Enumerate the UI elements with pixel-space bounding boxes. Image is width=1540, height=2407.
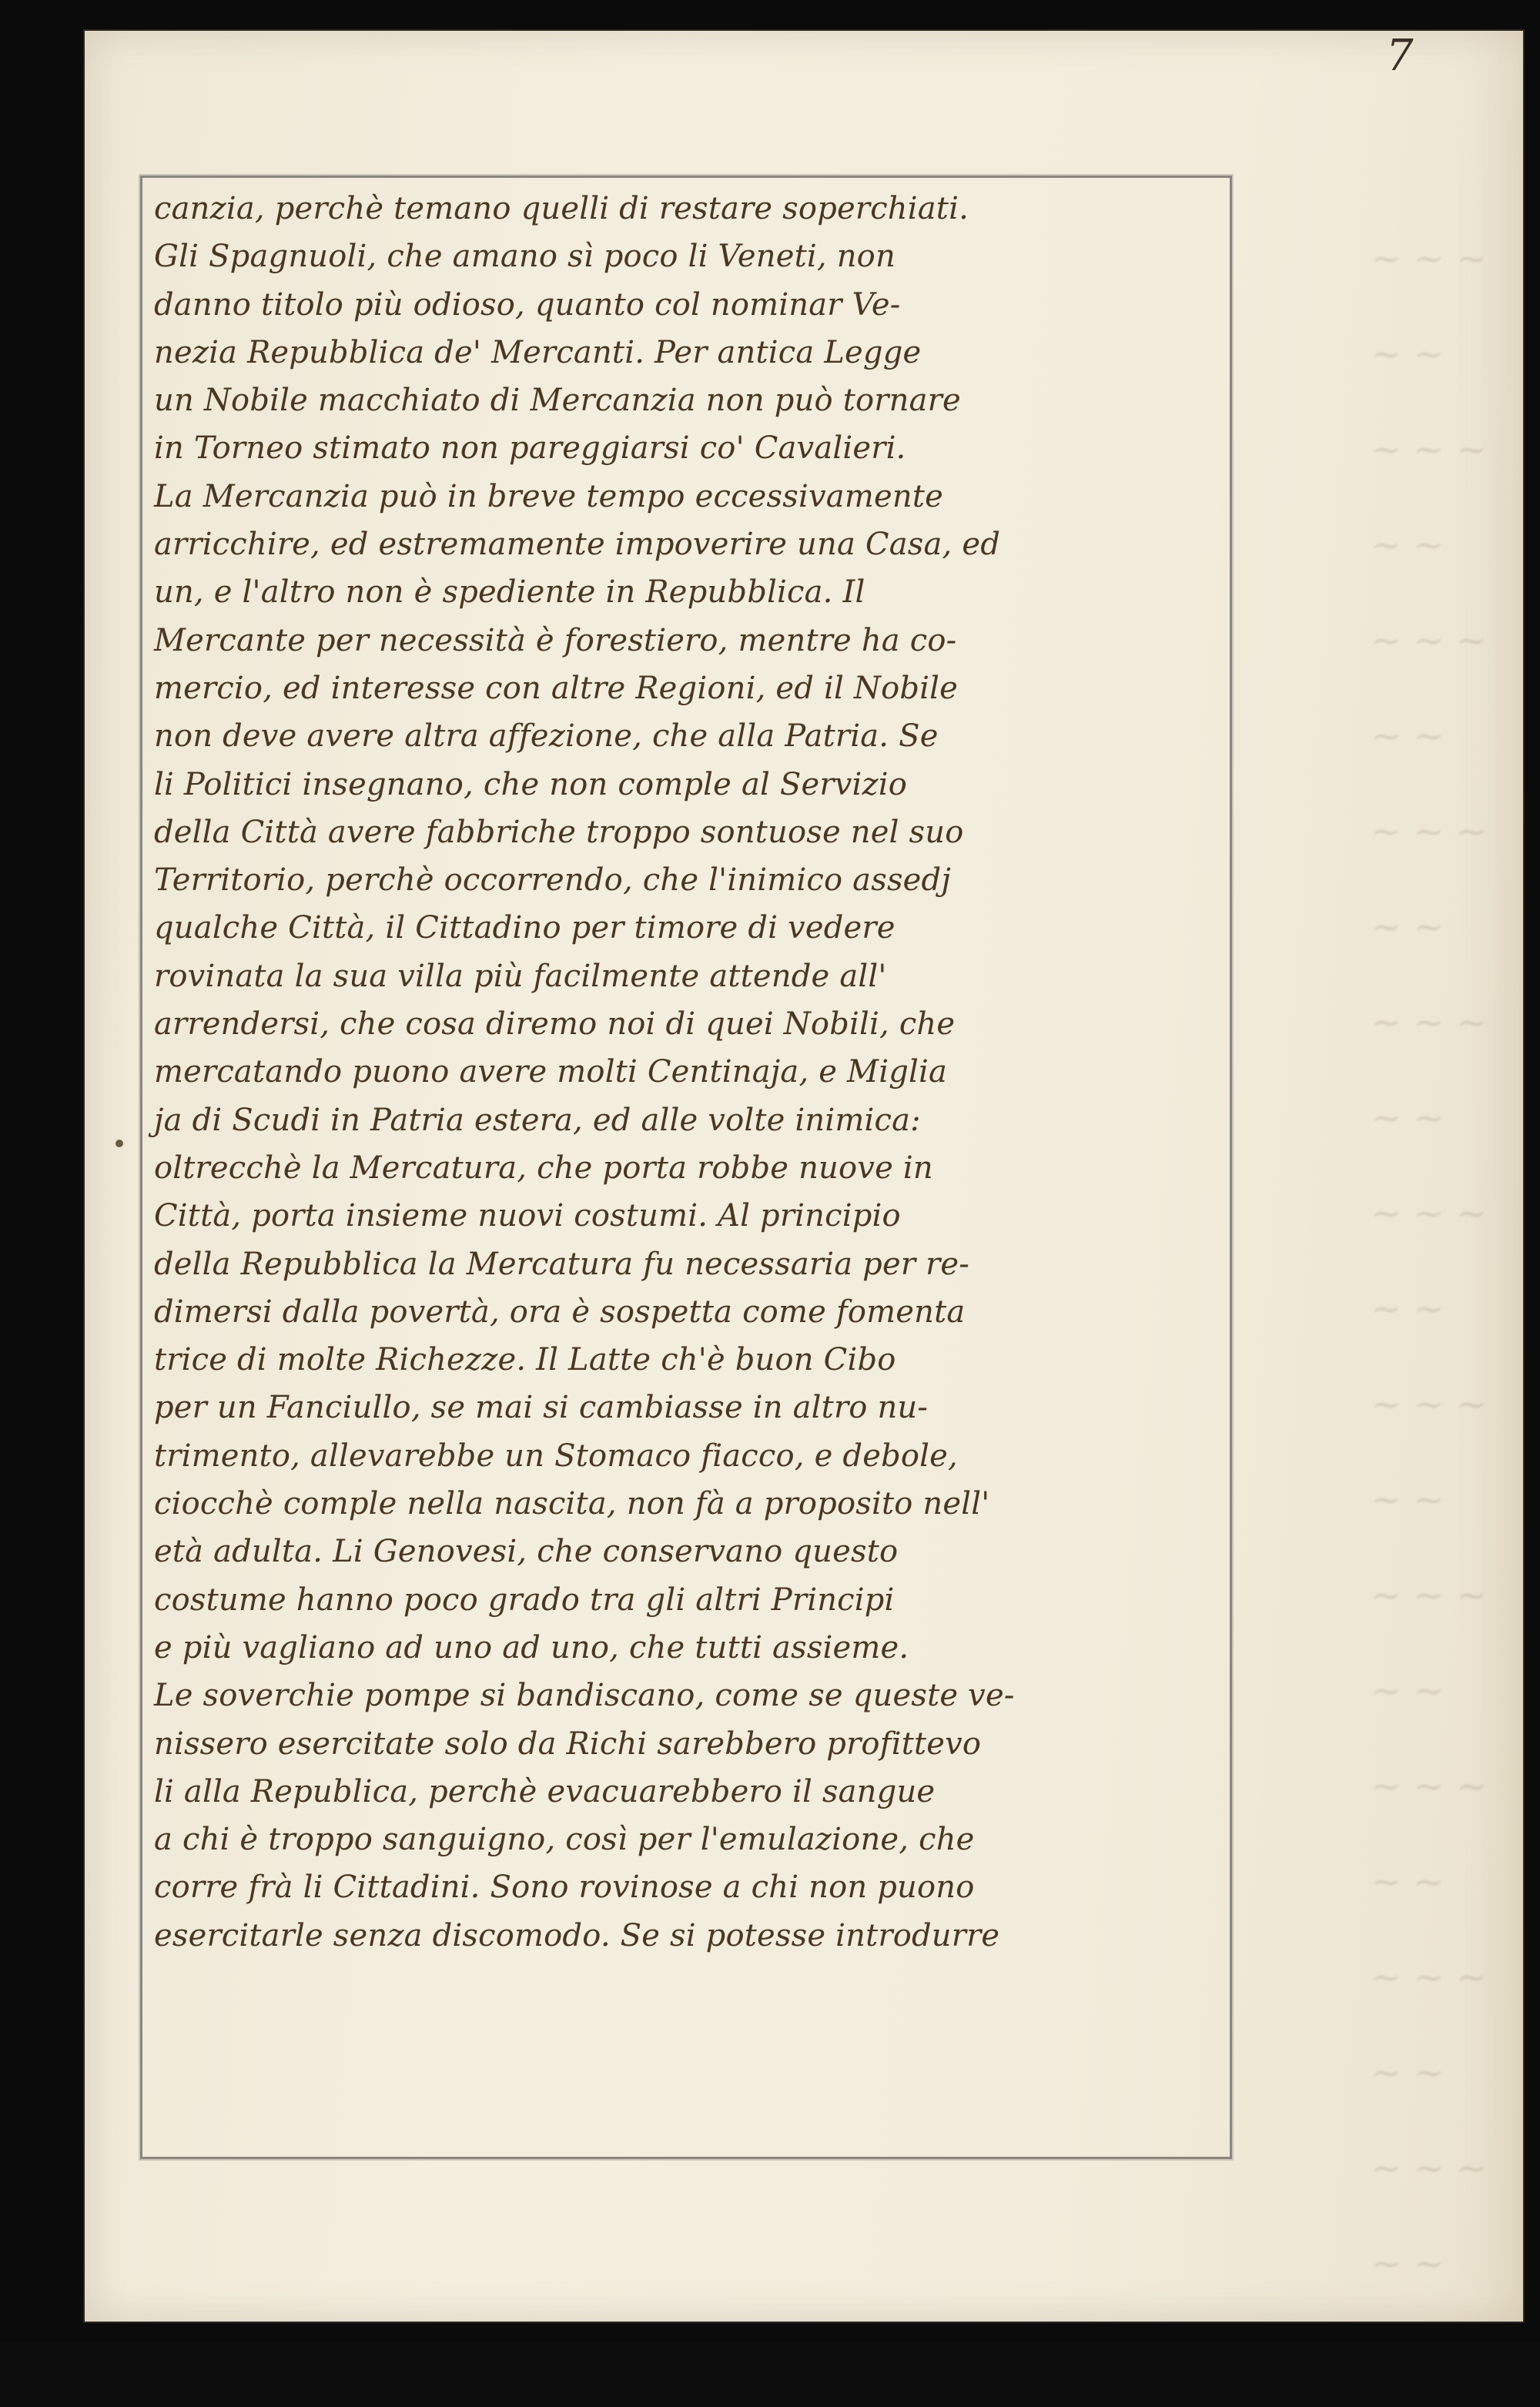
text-line: Città, porta insieme nuovi costumi. Al principio (154, 1198, 901, 1234)
text-line: della Città avere fabbriche troppo sontuose nel suo (154, 814, 964, 850)
text-line: trice di molte Richezze. Il Latte ch'è buon Cibo (154, 1342, 896, 1378)
margin-dot-mark (116, 1140, 123, 1147)
text-line: corre frà li Cittadini. Sono rovinose a chi non puono (154, 1870, 975, 1906)
text-line: Gli Spagnuoli, che amano sì poco li Veneti, non (154, 239, 896, 275)
text-line: canzia, perchè temano quelli di restare soperchiati. (154, 191, 969, 226)
text-line: mercatando puono avere molti Centinaja, e Miglia (154, 1054, 948, 1090)
text-line: esercitarle senza discomodo. Se si potesse introdurre (154, 1917, 1000, 1953)
text-line: danno titolo più odioso, quanto col nominar Ve- (154, 286, 901, 323)
text-line: età adulta. Li Genovesi, che conservano questo (154, 1534, 899, 1570)
page-number: 7 (1386, 31, 1414, 81)
text-line: oltrecchè la Mercatura, che porta robbe nuove in (154, 1150, 933, 1186)
text-line: nezia Repubblica de' Mercanti. Per antica Legge (154, 334, 922, 370)
text-line: Mercante per necessità è forestiero, mentre ha co- (154, 622, 957, 658)
text-line: della Repubblica la Mercatura fu necessaria per re- (154, 1246, 970, 1282)
text-line: mercio, ed interesse con altre Regioni, ed il Nobile (154, 670, 959, 706)
text-line: li Politici insegnano, che non comple al Servizio (154, 766, 908, 802)
text-line: arrendersi, che cosa diremo noi di quei Nobili, che (154, 1006, 956, 1043)
text-line: trimento, allevarebbe un Stomaco fiacco, e debole, (154, 1438, 958, 1474)
text-line: rovinata la sua villa più facilmente attende all' (154, 958, 887, 994)
text-line: qualche Città, il Cittadino per timore di vedere (154, 910, 896, 946)
bleed-through-shadow: ~ ~ ~ ~ ~ ~ ~ ~ ~ ~ ~ ~ ~ ~ ~ ~ ~ ~ ~ ~ ~ ~ ~ ~ ~ ~ ~ ~ ~ ~ ~ ~ ~ ~ ~ ~ ~ ~ ~ ~ ~ ~ ~ ~ ~ ~ ~ ~ ~ ~ ~ ~ ~ ~ ~ (1371, 237, 1488, 2285)
text-line: un, e l'altro non è spediente in Repubblica. Il (154, 574, 865, 611)
text-line: La Mercanzia può in breve tempo eccessivamente (154, 478, 943, 514)
text-line: ciocchè comple nella nascita, non fà a proposito nell' (154, 1486, 990, 1522)
text-line: Le soverchie pompe si bandiscano, come se queste ve- (154, 1678, 1015, 1714)
manuscript-text-block (154, 185, 1232, 1960)
text-line: e più vagliano ad uno ad uno, che tutti assieme. (154, 1629, 909, 1665)
text-line: nissero esercitate solo da Richi sarebbero profittevo (154, 1726, 982, 1762)
text-line: a chi è troppo sanguigno, così per l'emulazione, che (154, 1822, 975, 1858)
text-line: per un Fanciullo, se mai si cambiasse in altro nu- (154, 1390, 929, 1426)
text-line: dimersi dalla povertà, ora è sospetta come fomenta (154, 1294, 966, 1330)
text-line: ja di Scudi in Patria estera, ed alle volte inimica: (154, 1102, 921, 1138)
text-line: arricchire, ed estremamente impoverire una Casa, ed (154, 527, 1001, 563)
text-line: in Torneo stimato non pareggiarsi co' Cavalieri. (154, 430, 906, 467)
text-line: Territorio, perchè occorrendo, che l'inimico assedj (154, 862, 951, 899)
text-line: costume hanno poco grado tra gli altri Principi (154, 1582, 895, 1618)
text-line: non deve avere altra affezione, che alla Patria. Se (154, 718, 939, 755)
text-line: li alla Republica, perchè evacuarebbero il sangue (154, 1773, 936, 1809)
text-line: un Nobile macchiato di Mercanzia non può tornare (154, 383, 961, 419)
